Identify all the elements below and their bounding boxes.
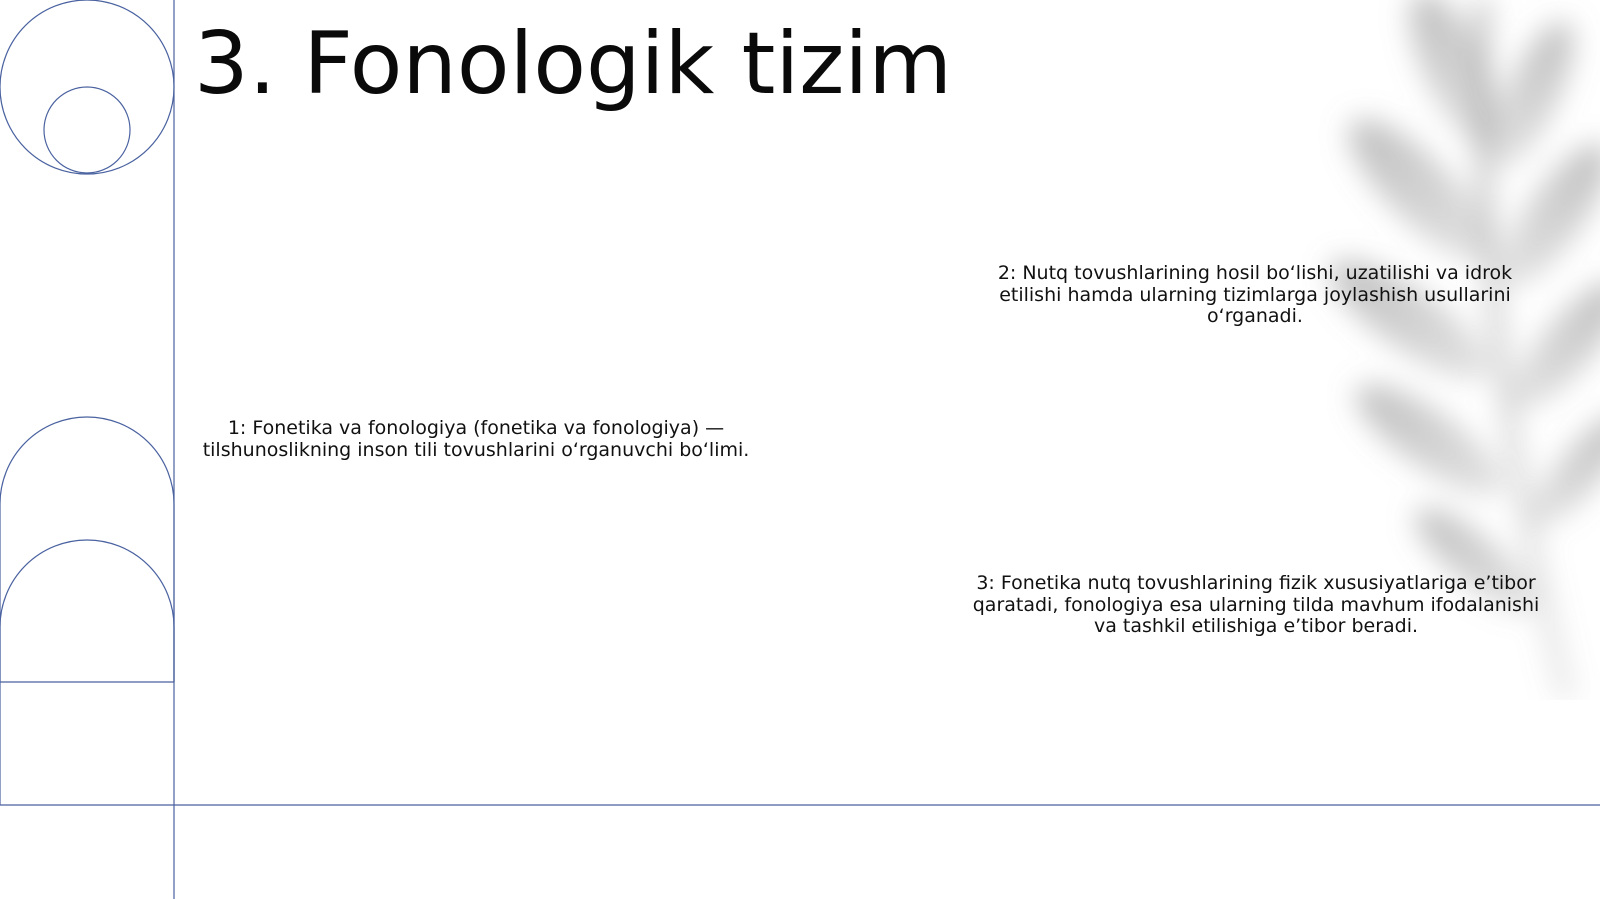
inner-arch [0,540,174,682]
point-2-text: 2: Nutq tovushlarining hosil bo‘lishi, uzatilishi va idrok etilishi hamda ularning tizimlarga joylashish usullarini o‘rganadi. [997,262,1513,327]
slide-title: 3. Fonologik tizim [194,14,953,114]
outer-arch [0,417,174,682]
small-circle [44,87,130,173]
point-1-text: 1: Fonetika va fonologiya (fonetika va fonologiya) — tilshunoslikning inson tili tovushlarini o‘rganuvchi bo‘limi. [202,417,750,461]
point-3-text: 3: Fonetika nutq tovushlarining fizik xususiyatlariga e’tibor qaratadi, fonologiya esa ularning tilda mavhum ifodalanishi va tashkil etilishiga e’tibor beradi. [972,572,1540,637]
